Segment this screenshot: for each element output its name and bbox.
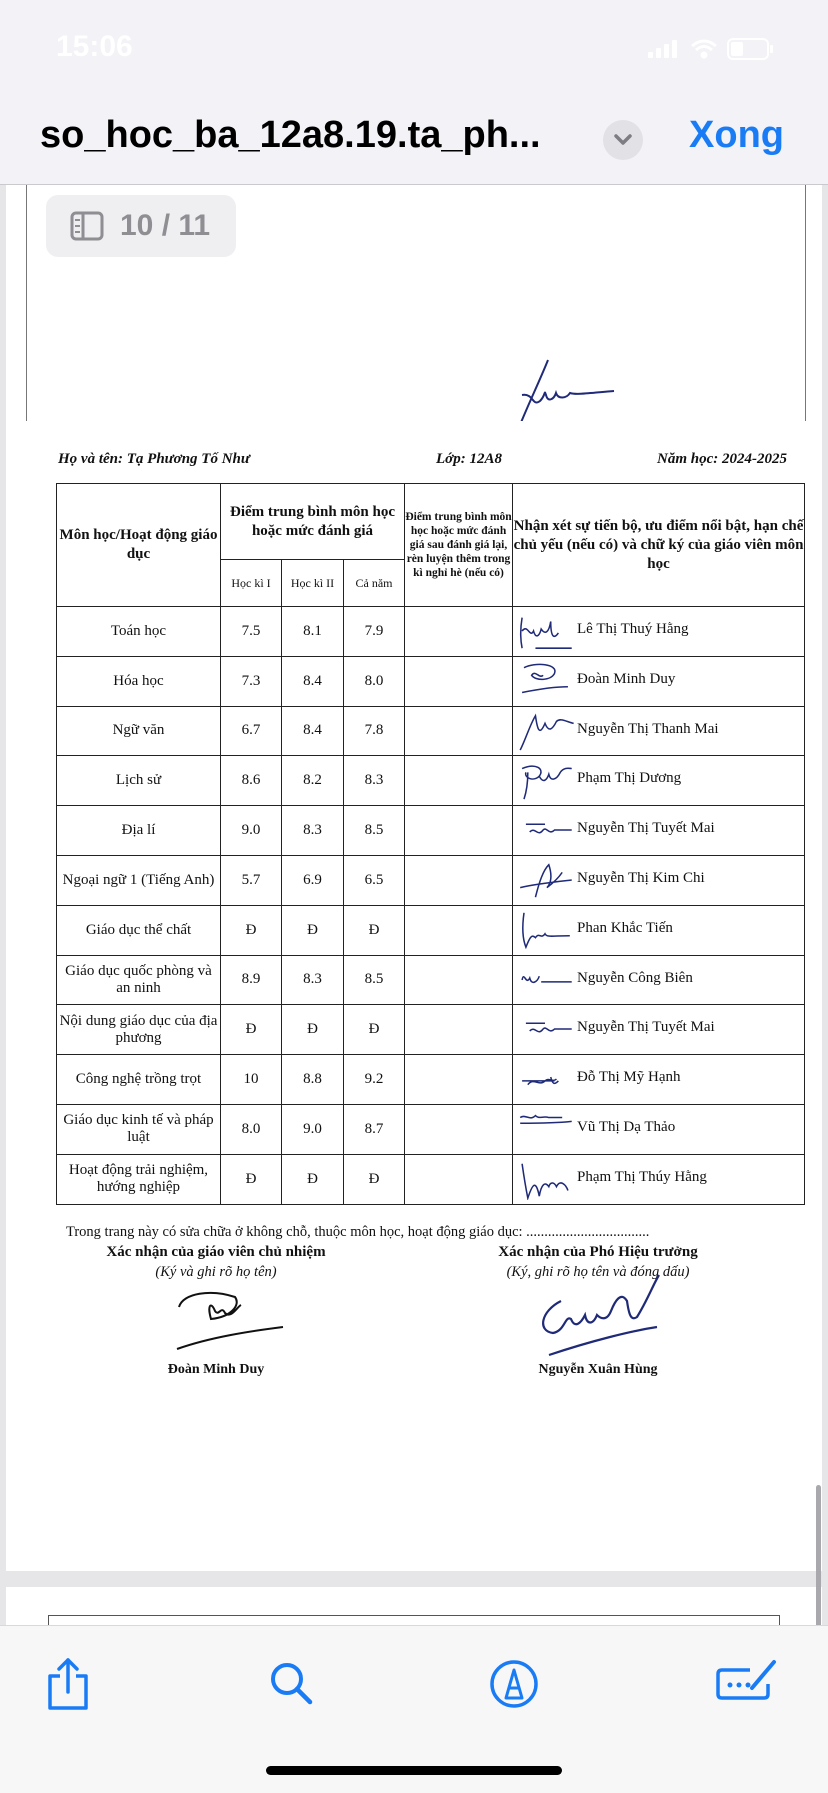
teacher-name: Đoàn Minh Duy (577, 670, 676, 687)
title-menu-button[interactable] (603, 120, 643, 160)
subject-cell: Ngoại ngữ 1 (Tiếng Anh) (57, 855, 221, 905)
vice-principal-confirmation-subtitle: (Ký, ghi rõ họ tên và đóng dấu) (506, 1264, 690, 1280)
subject-cell: Hóa học (57, 656, 221, 706)
semester-2-score: 8.1 (282, 607, 344, 657)
full-year-score: 9.2 (344, 1055, 405, 1105)
subject-cell: Hoạt động trải nghiệm, hướng nghiệp (57, 1154, 221, 1204)
full-year-score: 8.0 (344, 656, 405, 706)
class-label: Lớp: 12A8 (436, 451, 502, 467)
semester-2-score: 8.4 (282, 656, 344, 706)
reassessment-cell (405, 1005, 513, 1055)
subject-cell: Địa lí (57, 806, 221, 856)
teacher-signature (515, 710, 575, 752)
done-button[interactable]: Xong (689, 114, 784, 156)
table-row (57, 855, 805, 905)
subject-cell: Giáo dục kinh tế và pháp luật (57, 1104, 221, 1154)
table-row (57, 1055, 805, 1105)
pdf-page-next (6, 1587, 822, 1625)
full-year-score: 7.8 (344, 706, 405, 756)
teacher-cell (513, 1104, 805, 1154)
semester-1-score: 7.3 (221, 656, 282, 706)
homeroom-teacher-name: Đoàn Minh Duy (167, 1362, 265, 1377)
chevron-down-icon (603, 120, 643, 160)
full-year-score: 8.7 (344, 1104, 405, 1154)
wifi-icon (692, 41, 716, 57)
reassessment-cell (405, 756, 513, 806)
search-icon (262, 1654, 322, 1714)
semester-2-score: 8.3 (282, 806, 344, 856)
correction-note: Trong trang này có sửa chữa ở không chỗ, thuộc môn học, hoạt động giáo dục: .................................. (66, 1224, 650, 1240)
teacher-name: Phan Khắc Tiến (577, 919, 673, 936)
table-row (57, 607, 805, 657)
teacher-cell (513, 756, 805, 806)
subject-cell: Nội dung giáo dục của địa phương (57, 1005, 221, 1055)
semester-1-score: Đ (221, 905, 282, 955)
semester-2-score: 8.8 (282, 1055, 344, 1105)
page-frame (48, 1615, 780, 1625)
semester-2-score: Đ (282, 905, 344, 955)
reassessment-cell (405, 905, 513, 955)
markup-pen-icon (484, 1654, 544, 1714)
reassessment-cell (405, 1055, 513, 1105)
battery-icon (728, 39, 773, 59)
teacher-cell (513, 1005, 805, 1055)
subject-cell: Toán học (57, 607, 221, 657)
full-year-score: 7.9 (344, 607, 405, 657)
page-indicator-label: 10 / 11 (120, 209, 211, 242)
semester-2-score: 9.0 (282, 1104, 344, 1154)
reassessment-cell (405, 706, 513, 756)
reassessment-cell (405, 806, 513, 856)
semester-1-score: Đ (221, 1005, 282, 1055)
teacher-name: Nguyễn Thị Tuyết Mai (577, 820, 715, 837)
table-row (57, 806, 805, 856)
grades-table (56, 483, 805, 1205)
annotate-button[interactable] (712, 1654, 782, 1714)
semester-1-score: 10 (221, 1055, 282, 1105)
full-year-score: Đ (344, 1154, 405, 1204)
semester-2-score: Đ (282, 1154, 344, 1204)
semester-1-score: 7.5 (221, 607, 282, 657)
homeroom-confirmation-subtitle: (Ký và ghi rõ họ tên) (155, 1264, 277, 1280)
page-indicator[interactable] (46, 195, 236, 257)
full-year-score: 8.3 (344, 756, 405, 806)
teacher-signature (515, 660, 575, 702)
table-row (57, 656, 805, 706)
teacher-cell (513, 905, 805, 955)
header-semester-2: Học kì II (282, 560, 344, 607)
homeroom-confirmation-title: Xác nhận của giáo viên chủ nhiệm (106, 1244, 326, 1260)
reassessment-cell (405, 1104, 513, 1154)
reassessment-cell (405, 656, 513, 706)
teacher-cell (513, 855, 805, 905)
full-year-score: 8.5 (344, 806, 405, 856)
table-row (57, 706, 805, 756)
homeroom-signature (171, 1287, 291, 1357)
teacher-cell (513, 607, 805, 657)
semester-2-score: 8.4 (282, 706, 344, 756)
text-annotation-icon (712, 1654, 782, 1714)
semester-1-score: Đ (221, 1154, 282, 1204)
semester-2-score: 6.9 (282, 855, 344, 905)
teacher-name: Đỗ Thị Mỹ Hạnh (577, 1069, 681, 1086)
semester-1-score: 9.0 (221, 806, 282, 856)
reassessment-cell (405, 955, 513, 1005)
teacher-cell (513, 656, 805, 706)
subject-cell: Giáo dục thể chất (57, 905, 221, 955)
markup-button[interactable] (484, 1654, 544, 1714)
teacher-signature (515, 610, 575, 652)
teacher-name: Nguyễn Công Biên (577, 969, 693, 986)
cellular-signal-icon (648, 40, 677, 58)
teacher-signature (515, 759, 575, 801)
header-teacher-comment: Nhận xét sự tiến bộ, ưu điểm nổi bật, hạn chế chủ yếu (nếu có) và chữ ký của giáo viên môn học (513, 484, 805, 607)
share-button[interactable] (38, 1654, 98, 1714)
school-year: Năm học: 2024-2025 (657, 451, 787, 467)
full-year-score: Đ (344, 1005, 405, 1055)
subject-cell: Lịch sử (57, 756, 221, 806)
semester-1-score: 5.7 (221, 855, 282, 905)
teacher-cell (513, 706, 805, 756)
status-bar (0, 0, 828, 90)
semester-2-score: 8.2 (282, 756, 344, 806)
full-year-score: 6.5 (344, 855, 405, 905)
navigation-bar (0, 90, 828, 185)
teacher-name: Nguyễn Thị Thanh Mai (577, 720, 719, 737)
semester-1-score: 8.9 (221, 955, 282, 1005)
table-row (57, 1005, 805, 1055)
teacher-signature (515, 1158, 575, 1200)
student-name: Họ và tên: Tạ Phương Tố Như (58, 451, 250, 467)
teacher-signature (515, 809, 575, 851)
semester-1-score: 8.0 (221, 1104, 282, 1154)
status-icons (648, 36, 788, 67)
home-indicator (266, 1766, 562, 1775)
full-year-score: Đ (344, 905, 405, 955)
table-row (57, 955, 805, 1005)
scroll-indicator[interactable] (816, 1485, 821, 1625)
header-full-year: Cả năm (344, 560, 405, 607)
table-row (57, 905, 805, 955)
header-reassessment: Điểm trung bình môn học hoặc mức đánh giá sau đánh giá lại, rèn luyện thêm trong kì nghỉ hè (nếu có) (405, 484, 513, 607)
teacher-name: Nguyễn Thị Kim Chi (577, 869, 705, 886)
semester-1-score: 6.7 (221, 706, 282, 756)
table-row (57, 756, 805, 806)
teacher-name: Nguyễn Thị Tuyết Mai (577, 1019, 715, 1036)
subject-cell: Ngữ văn (57, 706, 221, 756)
vice-principal-name: Nguyễn Xuân Hùng (538, 1362, 658, 1377)
document-viewer[interactable] (0, 185, 828, 1625)
teacher-cell (513, 955, 805, 1005)
share-icon (38, 1654, 98, 1714)
reassessment-cell (405, 1154, 513, 1204)
header-semester-1: Học kì I (221, 560, 282, 607)
teacher-signature (515, 1008, 575, 1050)
semester-1-score: 8.6 (221, 756, 282, 806)
search-button[interactable] (262, 1654, 322, 1714)
header-subject: Môn học/Hoạt động giáo dục (57, 484, 221, 607)
vice-principal-signature (531, 1271, 671, 1361)
teacher-signature (515, 909, 575, 951)
teacher-name: Vũ Thị Dạ Thảo (577, 1118, 676, 1135)
reassessment-cell (405, 607, 513, 657)
teacher-cell (513, 1055, 805, 1105)
teacher-name: Phạm Thị Dương (577, 770, 682, 787)
table-row (57, 1154, 805, 1204)
table-row (57, 1104, 805, 1154)
teacher-cell (513, 806, 805, 856)
pdf-page-current (6, 421, 822, 1571)
teacher-name: Lê Thị Thuý Hằng (577, 621, 689, 637)
document-title[interactable]: so_hoc_ba_12a8.19.ta_ph... (40, 114, 541, 156)
semester-2-score: 8.3 (282, 955, 344, 1005)
vice-principal-confirmation-title: Xác nhận của Phó Hiệu trưởng (498, 1244, 698, 1260)
header-average: Điểm trung bình môn học hoặc mức đánh giá (221, 484, 405, 560)
semester-2-score: Đ (282, 1005, 344, 1055)
subject-cell: Công nghệ trồng trọt (57, 1055, 221, 1105)
status-time: 15:06 (56, 30, 133, 63)
teacher-cell (513, 1154, 805, 1204)
teacher-signature (515, 859, 575, 901)
subject-cell: Giáo dục quốc phòng và an ninh (57, 955, 221, 1005)
teacher-signature (515, 1108, 575, 1150)
sidebar-icon (70, 211, 104, 241)
teacher-name: Phạm Thị Thúy Hằng (577, 1168, 707, 1185)
teacher-signature (515, 959, 575, 1001)
reassessment-cell (405, 855, 513, 905)
full-year-score: 8.5 (344, 955, 405, 1005)
teacher-signature (515, 1058, 575, 1100)
